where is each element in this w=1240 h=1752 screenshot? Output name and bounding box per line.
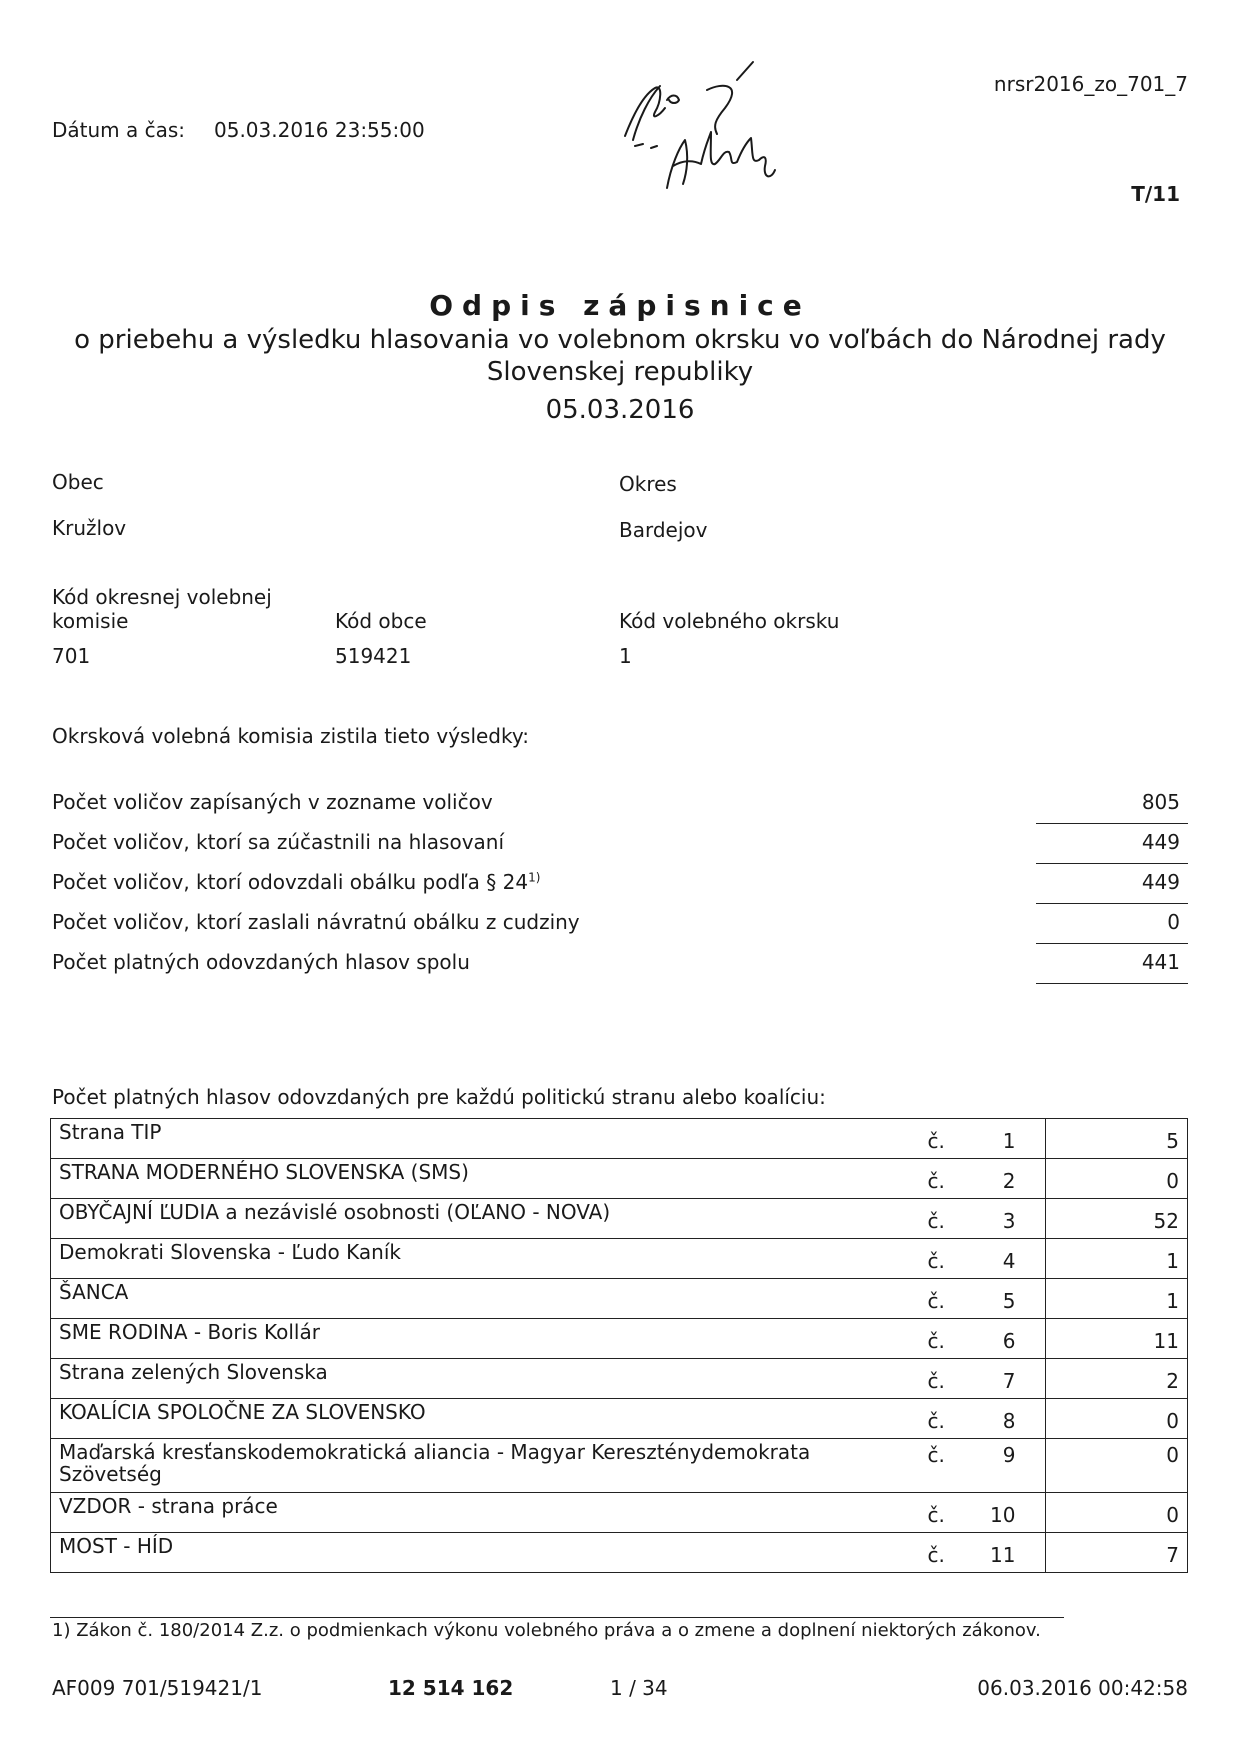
party-number-cell [919, 1493, 1045, 1533]
result-row [52, 826, 1188, 858]
result-row [52, 786, 1188, 818]
party-votes: 7 [1045, 1533, 1188, 1573]
party-name: KOALÍCIA SPOLOČNE ZA SLOVENSKO [51, 1399, 920, 1439]
party-name: OBYČAJNÍ ĽUDIA a nezávislé osobnosti (OĽANO - NOVA) [51, 1199, 920, 1239]
okresna-komisia-label [52, 585, 272, 633]
party-votes: 1 [1045, 1279, 1188, 1319]
datetime-value: 05.03.2016 23:55:00 [214, 118, 425, 142]
footer-page-number: 1 / 34 [610, 1676, 668, 1700]
footnote-ref: 1) [528, 870, 541, 885]
party-votes: 0 [1045, 1439, 1188, 1493]
document-subcode: T/11 [1131, 182, 1180, 206]
party-number: 8 [1002, 1409, 1016, 1433]
okresna-komisia-value: 701 [52, 644, 91, 668]
party-number: 5 [1002, 1289, 1016, 1313]
document-subtitle: o priebehu a výsledku hlasovania vo volebnom okrsku vo voľbách do Národnej rady Slovenskej republiky [74, 325, 1166, 387]
footer-document-id: 12 514 162 [388, 1676, 514, 1700]
table-row [51, 1439, 1188, 1493]
party-name: Strana TIP [51, 1119, 920, 1159]
party-number: 11 [990, 1543, 1016, 1567]
table-row [51, 1359, 1188, 1399]
party-name: MOST - HÍD [51, 1533, 920, 1573]
result-row [52, 906, 1188, 938]
party-number: 10 [990, 1503, 1016, 1527]
party-number: 3 [1002, 1209, 1016, 1233]
party-votes: 5 [1045, 1119, 1188, 1159]
result-row [52, 866, 1188, 898]
document-title: Odpis zápisnice [429, 289, 811, 322]
party-votes: 0 [1045, 1159, 1188, 1199]
party-number: 2 [1002, 1169, 1016, 1193]
footer-timestamp: 06.03.2016 00:42:58 [977, 1676, 1188, 1700]
cislo-label: č. [927, 1289, 945, 1313]
party-name: VZDOR - strana práce [51, 1493, 920, 1533]
result-underline [1036, 823, 1188, 824]
result-label: Počet platných odovzdaných hlasov spolu [52, 950, 470, 974]
party-votes: 1 [1045, 1239, 1188, 1279]
party-number-cell [919, 1199, 1045, 1239]
kod-obce-label: Kód obce [335, 609, 427, 633]
cislo-label: č. [927, 1329, 945, 1353]
kod-okrsku-value: 1 [619, 644, 632, 668]
party-votes: 11 [1045, 1319, 1188, 1359]
election-date: 05.03.2016 [545, 395, 695, 425]
result-row [52, 946, 1188, 978]
table-row [51, 1399, 1188, 1439]
result-label: Počet voličov zapísaných v zozname voličov [52, 790, 493, 814]
result-label-text: Počet voličov, ktorí odovzdali obálku podľa § 24 [52, 870, 529, 894]
party-number-cell [919, 1533, 1045, 1573]
result-value: 449 [1141, 870, 1180, 894]
party-number-cell [919, 1279, 1045, 1319]
result-value: 0 [1167, 910, 1180, 934]
kod-obce-value: 519421 [335, 644, 412, 668]
party-name: ŠANCA [51, 1279, 920, 1319]
party-votes: 0 [1045, 1399, 1188, 1439]
result-underline [1036, 943, 1188, 944]
cislo-label: č. [927, 1209, 945, 1233]
table-row [51, 1199, 1188, 1239]
cislo-label: č. [927, 1443, 945, 1467]
table-row [51, 1119, 1188, 1159]
parties-table [50, 1118, 1188, 1573]
party-number: 4 [1002, 1249, 1016, 1273]
party-name: SME RODINA - Boris Kollár [51, 1319, 920, 1359]
table-row [51, 1279, 1188, 1319]
party-number: 9 [1002, 1443, 1016, 1467]
table-row [51, 1239, 1188, 1279]
result-value: 441 [1141, 950, 1180, 974]
parties-intro: Počet platných hlasov odovzdaných pre každú politickú stranu alebo koalíciu: [52, 1085, 826, 1109]
result-value: 805 [1141, 790, 1180, 814]
footer-form-code: AF009 701/519421/1 [52, 1676, 263, 1700]
kod-okrsku-label: Kód volebného okrsku [619, 609, 840, 633]
party-number-cell [919, 1239, 1045, 1279]
party-votes: 0 [1045, 1493, 1188, 1533]
party-votes: 2 [1045, 1359, 1188, 1399]
cislo-label: č. [927, 1369, 945, 1393]
document-code: nrsr2016_zo_701_7 [993, 72, 1188, 96]
cislo-label: č. [927, 1543, 945, 1567]
result-label [52, 870, 540, 894]
result-value: 449 [1141, 830, 1180, 854]
cislo-label: č. [927, 1129, 945, 1153]
results-intro: Okrsková volebná komisia zistila tieto výsledky: [52, 724, 529, 748]
table-row [51, 1159, 1188, 1199]
party-name: Strana zelených Slovenska [51, 1359, 920, 1399]
handwritten-signature [605, 48, 835, 208]
cislo-label: č. [927, 1169, 945, 1193]
table-row [51, 1533, 1188, 1573]
okresna-komisia-label-line2: komisie [52, 609, 129, 633]
cislo-label: č. [927, 1249, 945, 1273]
datetime-label: Dátum a čas: [52, 118, 186, 142]
cislo-label: č. [927, 1503, 945, 1527]
party-number: 7 [1002, 1369, 1016, 1393]
okres-label: Okres [619, 472, 677, 496]
party-number-cell [919, 1319, 1045, 1359]
party-number: 6 [1002, 1329, 1016, 1353]
result-underline [1036, 983, 1188, 984]
title-block [0, 288, 1240, 428]
footnote: 1) Zákon č. 180/2014 Z.z. o podmienkach výkonu volebného práva a o zmene a doplnení niektorých zákonov. [52, 1620, 1041, 1641]
party-votes: 52 [1045, 1199, 1188, 1239]
party-number-cell [919, 1119, 1045, 1159]
table-row [51, 1493, 1188, 1533]
party-number-cell [919, 1439, 1045, 1493]
cislo-label: č. [927, 1409, 945, 1433]
okres-value: Bardejov [619, 518, 708, 542]
result-label: Počet voličov, ktorí zaslali návratnú obálku z cudziny [52, 910, 580, 934]
okresna-komisia-label-line1: Kód okresnej volebnej [52, 585, 272, 609]
party-name: Demokrati Slovenska - Ľudo Kaník [51, 1239, 920, 1279]
party-name: STRANA MODERNÉHO SLOVENSKA (SMS) [51, 1159, 920, 1199]
result-underline [1036, 903, 1188, 904]
result-label: Počet voličov, ktorí sa zúčastnili na hlasovaní [52, 830, 505, 854]
party-number: 1 [1002, 1129, 1016, 1153]
party-number-cell [919, 1359, 1045, 1399]
obec-label: Obec [52, 470, 104, 494]
party-number-cell [919, 1399, 1045, 1439]
footnote-divider [50, 1617, 1064, 1618]
result-underline [1036, 863, 1188, 864]
party-number-cell [919, 1159, 1045, 1199]
party-name: Maďarská kresťanskodemokratická aliancia - Magyar Kereszténydemokrata Szövetség [51, 1439, 920, 1493]
obec-value: Kružlov [52, 516, 127, 540]
table-row [51, 1319, 1188, 1359]
